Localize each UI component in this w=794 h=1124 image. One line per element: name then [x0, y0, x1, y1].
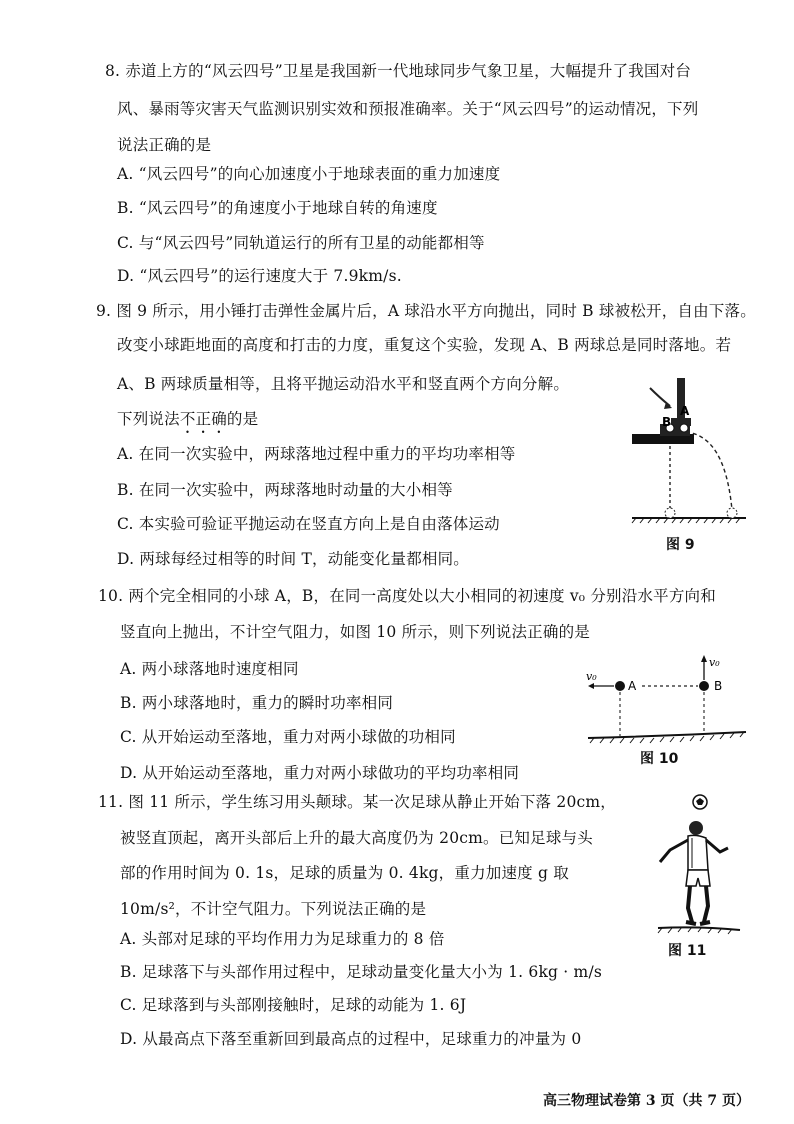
q8-stem-line-1: 8. 赤道上方的“风云四号”卫星是我国新一代地球同步气象卫星，大幅提升了我国对台 [105, 62, 692, 80]
q10-option-d: D. 从开始运动至落地，重力对两小球做功的平均功率相同 [120, 764, 520, 782]
figure-9-drawing [620, 374, 750, 524]
figure-10 [578, 652, 750, 767]
q9-stem-line-4 [117, 408, 258, 437]
q11-option-a: A. 头部对足球的平均作用力为足球重力的 8 倍 [120, 930, 445, 948]
q10-stem-line-1: 10. 两个完全相同的小球 A，B，在同一高度处以大小相同的初速度 v₀ 分别沿水平方向和 [98, 587, 716, 605]
figure-11 [648, 790, 748, 959]
q11-stem-line-2: 被竖直顶起，离开头部后上升的最大高度仍为 20cm。已知足球与头 [120, 829, 593, 847]
figure-10-caption: 图 10 [640, 751, 679, 767]
q9-option-a: A. 在同一次实验中，两球落地过程中重力的平均功率相等 [117, 445, 516, 463]
q9-emphasized-word: 不正确 [179, 410, 227, 428]
q8-stem-line-2: 风、暴雨等灾害天气监测识别实效和预报准确率。关于“风云四号”的运动情况，下列 [117, 100, 699, 118]
q9-stem-suffix: 的是 [226, 410, 259, 428]
q11-stem-line-3: 部的作用时间为 0. 1s，足球的质量为 0. 4kg，重力加速度 g 取 [120, 864, 569, 882]
figure-9-caption: 图 9 [666, 537, 695, 553]
q10-option-a: A. 两小球落地时速度相同 [120, 660, 299, 678]
q10-option-c: C. 从开始运动至落地，重力对两小球做的功相同 [120, 728, 456, 746]
q9-stem-prefix: 下列说法 [117, 410, 180, 428]
q9-option-d: D. 两球每经过相等的时间 T，动能变化量都相同。 [117, 550, 469, 568]
q9-option-b: B. 在同一次实验中，两球落地时动量的大小相等 [117, 481, 453, 499]
q8-option-b: B. “风云四号”的角速度小于地球自转的角速度 [117, 199, 438, 217]
q8-option-c: C. 与“风云四号”同轨道运行的所有卫星的动能都相等 [117, 234, 485, 252]
page-footer: 高三物理试卷第 3 页（共 7 页） [543, 1093, 750, 1109]
q11-stem-line-4: 10m/s²，不计空气阻力。下列说法正确的是 [120, 900, 427, 918]
q11-option-c: C. 足球落到与头部刚接触时，足球的动能为 1. 6J [120, 996, 467, 1014]
q10-option-b: B. 两小球落地时，重力的瞬时功率相同 [120, 694, 394, 712]
q10-stem-line-2: 竖直向上抛出，不计空气阻力，如图 10 所示，则下列说法正确的是 [120, 623, 590, 641]
fig10-v0-up: v₀ [709, 656, 720, 669]
q8-option-d: D. “风云四号”的运行速度大于 7.9km/s. [117, 267, 402, 285]
q11-option-b: B. 足球落下与头部作用过程中，足球动量变化量大小为 1. 6kg · m/s [120, 963, 603, 981]
figure-10-drawing [578, 652, 750, 752]
q11-option-d: D. 从最高点下落至重新回到最高点的过程中，足球重力的冲量为 0 [120, 1030, 582, 1048]
q11-stem-line-1: 11. 图 11 所示，学生练习用头颠球。某一次足球从静止开始下落 20cm， [98, 793, 616, 811]
fig9-label-a: A [680, 404, 690, 418]
figure-11-caption: 图 11 [668, 943, 707, 959]
fig10-label-a: A [628, 679, 637, 693]
fig9-label-b: B [662, 415, 672, 429]
q9-option-c: C. 本实验可验证平抛运动在竖直方向上是自由落体运动 [117, 515, 500, 533]
q9-stem-line-1: 9. 图 9 所示，用小锤打击弹性金属片后，A 球沿水平方向抛出，同时 B 球被松开，自由下落。 [96, 302, 756, 320]
figure-11-drawing [648, 790, 748, 940]
q9-stem-line-3: A、B 两球质量相等，且将平抛运动沿水平和竖直两个方向分解。 [117, 375, 570, 393]
fig10-v0-left: v₀ [586, 670, 597, 683]
figure-9 [620, 374, 750, 553]
q9-stem-line-2: 改变小球距地面的高度和打击的力度，重复这个实验，发现 A、B 两球总是同时落地。若 [117, 336, 732, 354]
q8-option-a: A. “风云四号”的向心加速度小于地球表面的重力加速度 [117, 165, 501, 183]
q8-stem-line-3: 说法正确的是 [117, 136, 212, 154]
fig10-label-b: B [714, 679, 723, 693]
